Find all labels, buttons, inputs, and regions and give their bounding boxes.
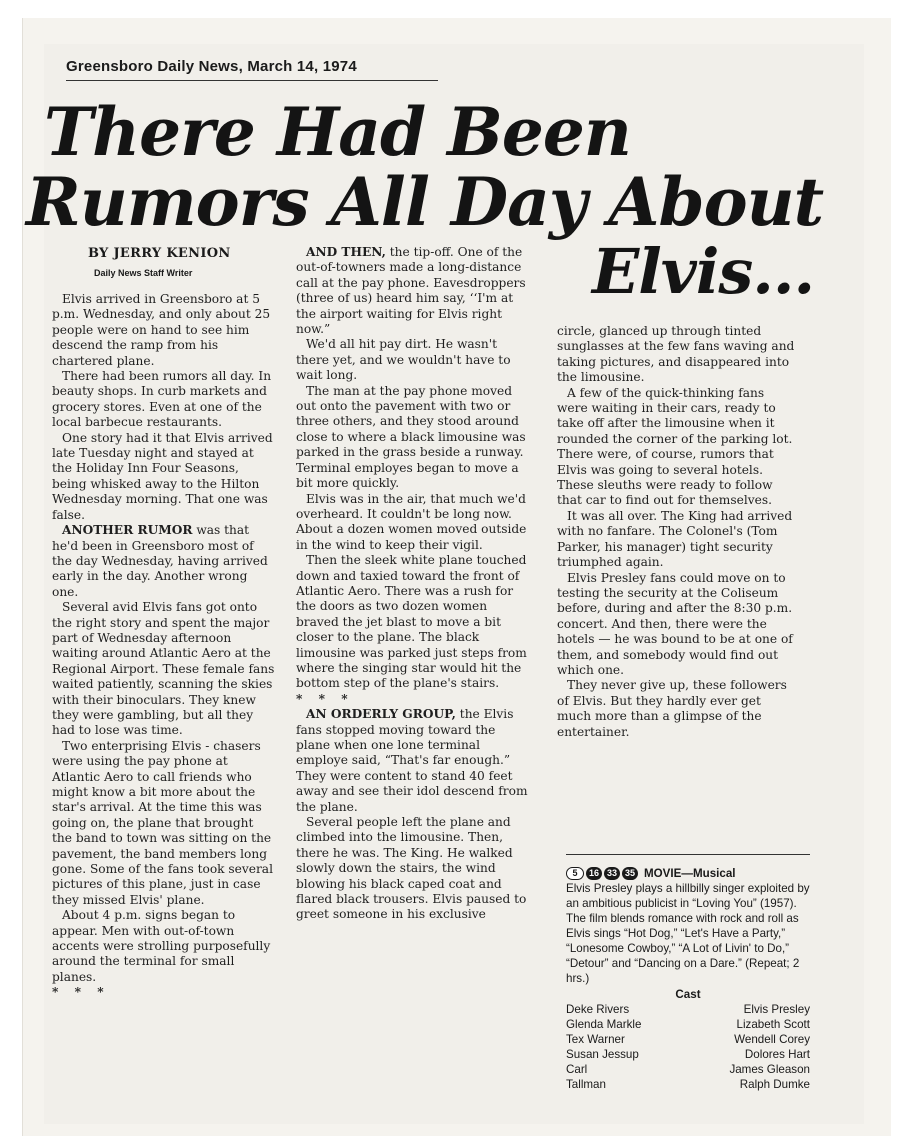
paragraph-lead-in: AND THEN, [306,245,386,259]
cast-actor: Lizabeth Scott [736,1018,810,1031]
article-paragraph [557,509,797,571]
cast-row [566,1032,810,1047]
paragraph-text: the Elvis fans stopped moving toward the plane when one lone terminal employe said, “That's far enough.” They were content to stand 40 feet away and see their idol descend from the plane. [296,707,528,814]
cast-row [566,1047,810,1062]
paragraph-text: Elvis arrived in Greensboro at 5 p.m. Wednesday, and only about 25 people were on hand to see him descend the ramp from his chartered plane. [52,292,271,368]
cast-role: Tallman [566,1078,606,1091]
paragraph-text: One story had it that Elvis arrived late Tuesday night and stayed at the Holiday Inn Four Seasons, being whisked away to the Hilton Wednesday morning. That one was false. [52,430,273,522]
paragraph-text: the tip-off. One of the out-of-towners made a long-distance call at the pay phone. Eavesdroppers (three of us) heard him say, ‘‘I'm at the airport waiting for Elvis right now.” [296,245,526,337]
paragraph-lead-in: AN ORDERLY GROUP, [306,707,456,722]
article-paragraph [52,908,276,985]
byline: BY JERRY KENION [88,246,231,261]
paragraph-text: Then the sleek white plane touched down and taxied toward the front of Atlantic Aero. There was a rush for the doors as two dozen women braved the jet blast to move a bit closer to the plane. The black limousine was parked just steps from where the singing star would hit the bottom step of the plane's stairs. [296,553,527,691]
article-paragraph [296,245,532,337]
tv-listing-header [566,866,810,881]
paragraph-text: Several avid Elvis fans got onto the right story and spent the major part of Wednesday afternoon waiting around Atlantic Aero at the Regional Airport. These female fans waited patiently, scanning the skies with their binoculars. They knew they were gambling, but all they had to lose was time. [52,600,275,738]
section-break: * * * [296,691,354,706]
movie-genre-label: MOVIE—Musical [644,867,736,880]
article-paragraph [52,600,276,739]
article-paragraph [52,523,276,600]
paragraph-text: There had been rumors all day. In beauty shops. In curb markets and grocery stores. Even at one of the local barbecue restaurants. [52,369,272,430]
cast-title: Cast [675,988,701,1001]
channel-badge: 35 [622,867,638,880]
article-paragraph [557,571,797,679]
paragraph-text: Elvis was in the air, that much we'd overheard. It couldn't be long now. About a dozen women moved outside in the wind to keep their vigil. [296,491,527,552]
article-paragraph [296,815,532,923]
article-paragraph [557,678,797,740]
article-paragraph [557,324,797,386]
paragraph-text: About 4 p.m. signs began to appear. Men with out-of-town accents were strolling purposefully around the terminal for small planes. [52,908,271,984]
channel-badge: 5 [566,867,584,880]
cast-list [566,1002,810,1092]
headline-line-3: Elvis... [592,235,815,308]
tv-listing-rule [566,854,810,855]
article-paragraph [296,553,532,692]
cast-role: Glenda Markle [566,1018,642,1031]
headline-line-2: Rumors All Day About [26,163,824,241]
paragraph-text: We'd all hit pay dirt. He wasn't there yet, and we wouldn't have to wait long. [296,337,511,383]
paragraph-text: Several people left the plane and climbed into the limousine. Then, there he was. The King. He walked slowly down the stairs, the wind blowing his black caped coat and flared black trousers. Elvis paused to greet someone in his exclusive [296,815,527,922]
article-column-2 [296,245,532,923]
paragraph-lead-in: ANOTHER RUMOR [62,523,193,538]
cast-actor: Ralph Dumke [739,1078,810,1091]
cast-row [566,1077,810,1092]
article-paragraph [52,739,276,908]
article-paragraph [296,492,532,554]
paragraph-text: The man at the pay phone moved out onto the pavement with two or three others, and they stood around close to where a black limousine was parked in the grass beside a runway. Terminal employes began to move a bit more quickly. [296,383,526,491]
cast-actor: James Gleason [729,1063,810,1076]
paragraph-text: They never give up, these followers of Elvis. But they hardly ever get much more than a glimpse of the entertainer. [557,678,787,739]
cast-actor: Wendell Corey [734,1033,810,1046]
article-paragraph [52,369,276,431]
movie-description: Elvis Presley plays a hillbilly singer exploited by an ambitious publicist in “Loving You” (1957). The film blends romance with rock and roll as Elvis sings “Hot Dog,” “Let's Have a Party,” “Lonesome Cowboy,” “A Lot of Livin' to Do,” “Detour” and “Dancing on a Dare.” (Repeat; 2 hrs.) [566,882,810,985]
staff-writer-label: Daily News Staff Writer [94,268,193,278]
article-paragraph [52,292,276,369]
cast-row [566,1062,810,1077]
article-paragraph [52,431,276,523]
article-paragraph [296,707,532,815]
paragraph-text: Two enterprising Elvis - chasers were using the pay phone at Atlantic Aero to call friends who might know a bit more about the star's arrival. At the time this was going on, the plane that brought the band to town was sitting on the pavement, the band members long gone. Some of the fans took several pictures of this plane, just in case they missed Elvis' plane. [52,738,273,907]
headline-line-1: There Had Been [44,93,631,171]
article-column-3 [557,324,797,740]
cast-role: Deke Rivers [566,1003,630,1016]
article-paragraph [296,384,532,492]
cast-row [566,1002,810,1017]
cast-actor: Elvis Presley [743,1003,810,1016]
cast-role: Tex Warner [566,1033,625,1046]
tv-listing [566,866,810,1092]
cast-role: Susan Jessup [566,1048,639,1061]
cast-actor: Dolores Hart [744,1048,810,1061]
cast-role: Carl [566,1063,588,1076]
article-paragraph [296,337,532,383]
article-paragraph [557,386,797,509]
channel-badge: 33 [604,867,620,880]
dateline: Greensboro Daily News, March 14, 1974 [66,58,357,75]
paragraph-text: A few of the quick-thinking fans were waiting in their cars, ready to take off after the limousine when it rounded the corner of the parking lot. There were, of course, rumors that Elvis was going to several hotels. These sleuths were ready to follow that car to find out for themselves. [557,385,793,508]
paragraph-text: It was all over. The King had arrived with no fanfare. The Colonel's (Tom Parker, his manager) tight security triumphed again. [557,508,793,570]
channel-badge: 16 [586,867,602,880]
paragraph-text: was that he'd been in Greensboro most of the day Wednesday, having arrived early in the day. Another wrong one. [52,523,268,599]
article-column-1 [52,292,276,1001]
cast-row [566,1017,810,1032]
paragraph-text: Elvis Presley fans could move on to testing the security at the Coliseum before, during and after the 8:30 p.m. concert. And then, there were the hotels — he was bound to be at one of them, and somebody would find out which one. [557,570,793,677]
paragraph-text: circle, glanced up through tinted sunglasses at the few fans waving and taking pictures, and disappeared into the limousine. [557,324,795,385]
dateline-rule [66,80,438,81]
section-break: * * * [52,985,110,1000]
